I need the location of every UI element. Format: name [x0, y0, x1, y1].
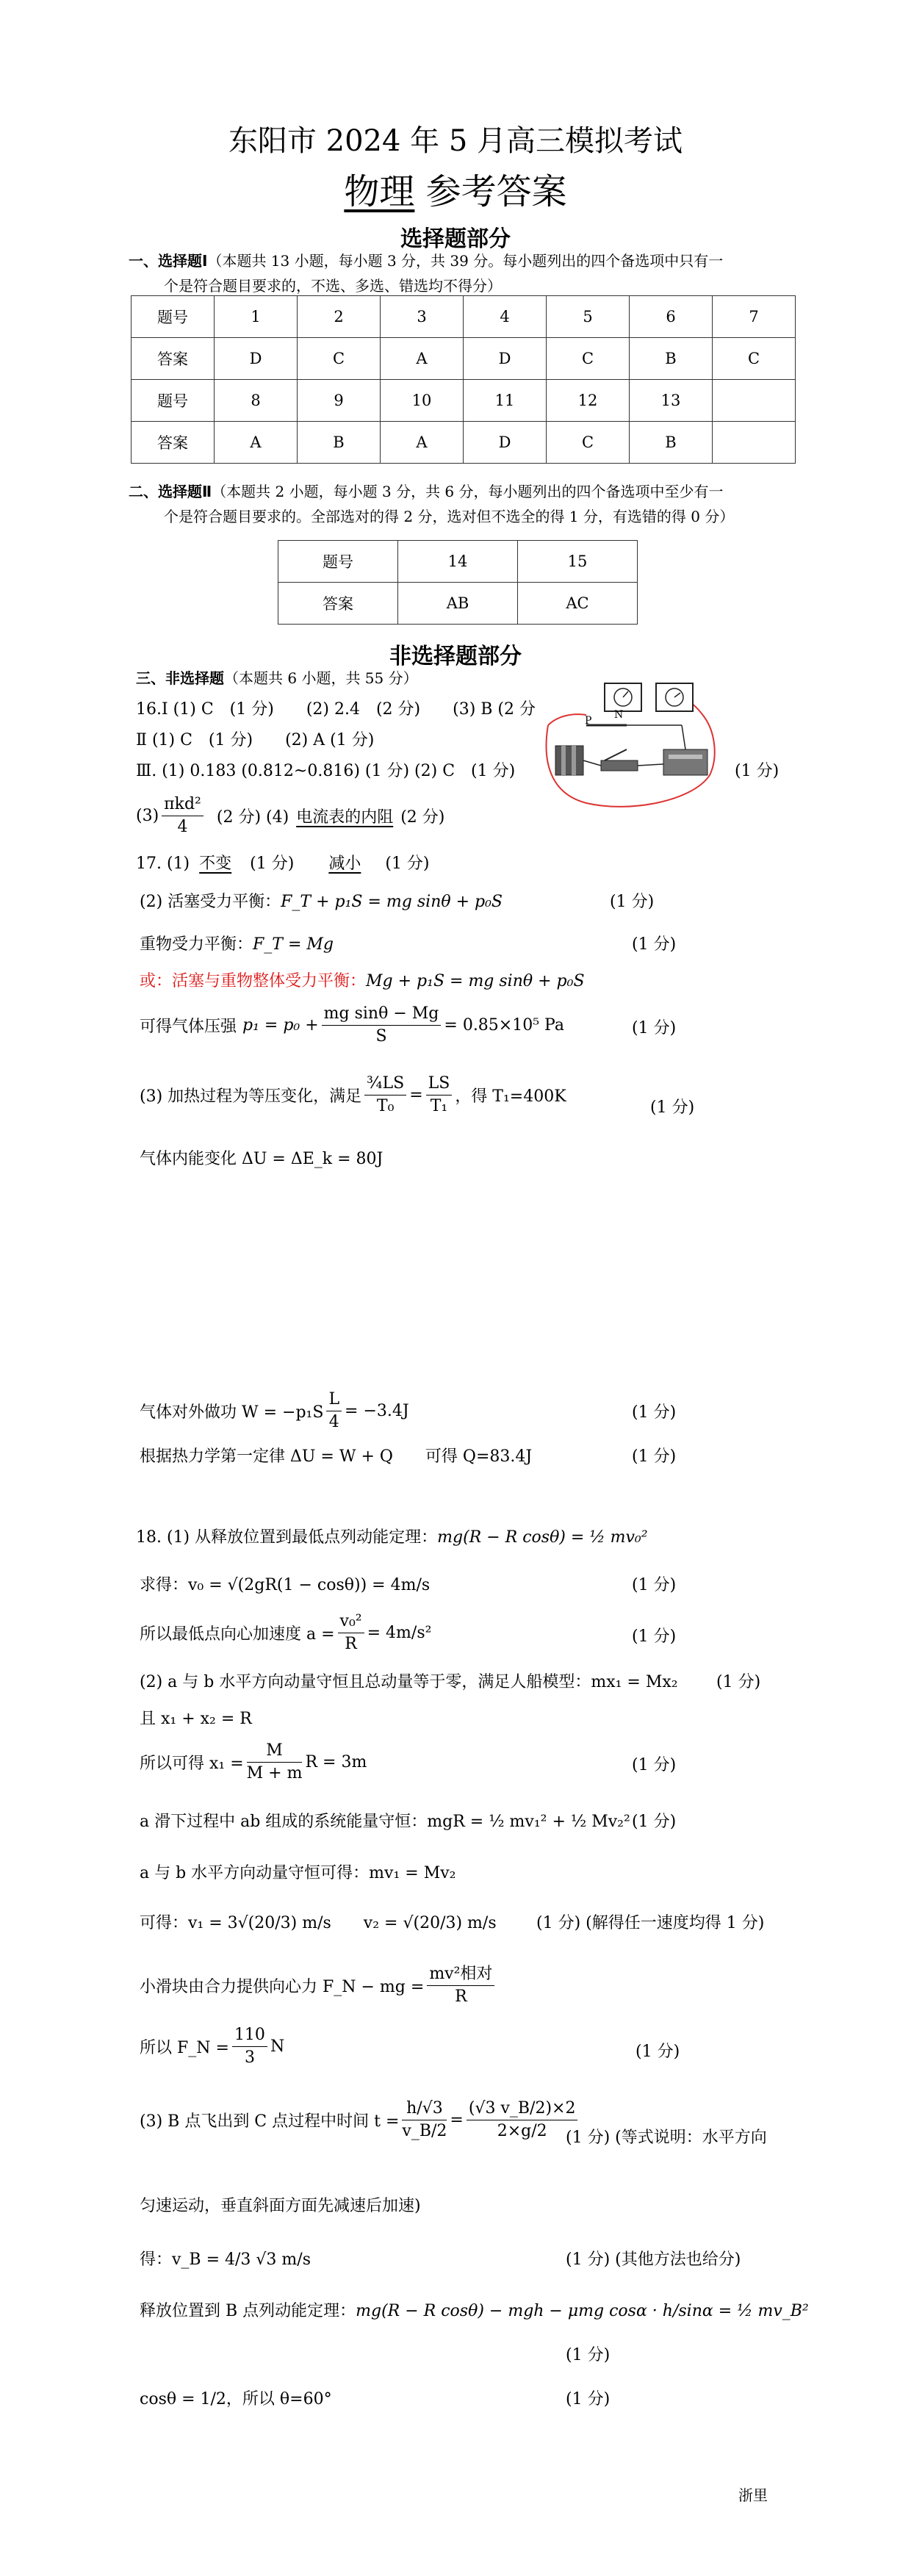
- q18-l7-mark: (1 分): [632, 1813, 677, 1831]
- label-n: N: [614, 709, 624, 721]
- table-cell: [713, 422, 796, 464]
- frac-den: T₁: [430, 1097, 448, 1115]
- q18-line4: (2) a 与 b 水平方向动量守恒且总动量等于零，满足人船模型：mx₁ = Mx₂: [140, 1673, 678, 1691]
- q17-l8-text: 气体对外做功 W = −p₁S: [140, 1403, 324, 1422]
- q18-l3-post: = 4m/s²: [367, 1624, 432, 1642]
- part2-label: 二、选择题Ⅱ: [129, 483, 212, 500]
- q18-line9: 可得：v₁ = 3√(20/3) m/s v₂ = √(20/3) m/s: [140, 1914, 497, 1932]
- q17-l6-text: (3) 加热过程为等压变化，满足: [140, 1087, 362, 1106]
- part3-desc: （本题共 6 小题，共 55 分）: [224, 669, 418, 687]
- table-cell: 3: [381, 296, 464, 338]
- q18-line15: [140, 2298, 809, 2321]
- q18-line14: 得：v_B = 4/3 √3 m/s: [140, 2251, 311, 2269]
- q18-l6-post: R = 3m: [305, 1753, 367, 1771]
- q17-line2: [140, 889, 503, 912]
- q17-l4-text: 或：活塞与重物整体受力平衡：: [140, 972, 367, 990]
- table-row: [278, 541, 638, 583]
- table-cell: C: [713, 338, 796, 380]
- q18-l12-mark: (1 分) (等式说明：水平方向: [566, 2129, 767, 2147]
- table-cell: 6: [630, 296, 713, 338]
- q17-line1: [136, 851, 430, 874]
- q17-line8: [140, 1389, 409, 1433]
- part1-intro: [129, 248, 790, 298]
- subtitle: 参考答案: [425, 171, 567, 212]
- part1-desc-a: （本题共 13 小题，每小题 3 分，共 39 分。每小题列出的四个备选项中只有一: [207, 252, 724, 270]
- q18-line8: a 与 b 水平方向动量守恒可得：mv₁ = Mv₂: [140, 1864, 456, 1882]
- table-cell: 2: [298, 296, 381, 338]
- q18-line3: [140, 1611, 431, 1655]
- frac-num: LS: [426, 1073, 453, 1095]
- frac-den: 2×g/2: [497, 2122, 547, 2140]
- answer-table-2: [278, 540, 638, 625]
- q18-line13: 匀速运动，垂直斜面方面先减速后加速): [140, 2197, 421, 2215]
- table-cell: 答案: [132, 422, 215, 464]
- table-cell: 13: [630, 380, 713, 422]
- q18-l3-mark: (1 分): [632, 1627, 677, 1646]
- q18-l9-mark: (1 分) (解得任一速度均得 1 分): [536, 1914, 765, 1932]
- table-cell: 题号: [132, 380, 215, 422]
- q16-line4: [136, 794, 444, 838]
- q18-line16: cosθ = 1/2，所以 θ=60°: [140, 2390, 332, 2408]
- q18-l1-eq: mg(R − R cosθ) = ½ mv₀²: [437, 1528, 648, 1547]
- frac-den: 3: [244, 2048, 255, 2067]
- frac-den: R: [455, 1987, 467, 2006]
- table-cell: 8: [215, 380, 298, 422]
- frac-num: v₀²: [338, 1611, 364, 1633]
- frac-den: T₀: [376, 1097, 395, 1115]
- q18-line1: [136, 1525, 648, 1547]
- q18-l11-post: N: [270, 2037, 285, 2056]
- q17-l6-frac2: [426, 1073, 453, 1118]
- q18-line11: [140, 2024, 284, 2069]
- q16-l4-answer: 电流表的内阻: [296, 808, 394, 827]
- frac-den: 4: [328, 1413, 339, 1431]
- table-cell: [713, 380, 796, 422]
- q18-l2-mark: (1 分): [632, 1576, 677, 1594]
- q18-l14-mark: (1 分) (其他方法也给分): [566, 2251, 741, 2269]
- answer-title: [0, 163, 911, 214]
- table-cell: C: [547, 338, 630, 380]
- q18-l10-pre: 小滑块由合力提供向心力 F_N − mg =: [140, 1978, 425, 1996]
- q16-line3-mark: (1 分): [735, 762, 779, 780]
- table-cell: 1: [215, 296, 298, 338]
- table-cell: 5: [547, 296, 630, 338]
- q18-l3-frac: [338, 1611, 364, 1655]
- q16-line3: Ⅲ. (1) 0.183 (0.812~0.816) (1 分) (2) C (1 分): [136, 762, 516, 780]
- table-row: [132, 338, 796, 380]
- table-row: [278, 583, 638, 625]
- table-cell: 14: [398, 541, 518, 583]
- q18-l15-mark: (1 分): [566, 2346, 611, 2364]
- q18-l15-eq: mg(R − R cosθ) − mgh − μmg cosα · h/sinα = ½ mv_B²: [356, 2302, 809, 2320]
- frac-num: (√3 v_B/2)×2: [467, 2098, 578, 2120]
- table-cell: D: [464, 338, 547, 380]
- part1-desc-b: 个是符合题目要求的，不选、多选、错选均不得分）: [164, 277, 502, 295]
- q17-line4: [140, 968, 585, 991]
- q17-l6-mark: (1 分): [650, 1098, 695, 1117]
- q17-l5-rhs: = 0.85×10⁵ Pa: [444, 1016, 564, 1035]
- q17-l1-pre: 17. (1): [136, 855, 190, 873]
- frac-den: M + m: [246, 1764, 303, 1782]
- q16-fraction: [162, 794, 204, 838]
- choice-heading: 选择题部分: [400, 226, 511, 252]
- q18-l6-pre: 所以可得 x₁ =: [140, 1755, 244, 1773]
- part2-desc-b: 个是符合题目要求的。全部选对的得 2 分，选对但不选全的得 1 分，有选错的得 0 分）: [164, 508, 735, 525]
- q18-line7: a 滑下过程中 ab 组成的系统能量守恒：mgR = ½ mv₁² + ½ Mv₂²: [140, 1813, 630, 1831]
- circuit-diagram: [535, 672, 719, 812]
- q18-l6-mark: (1 分): [632, 1756, 677, 1774]
- q17-l1-a: 不变: [199, 855, 232, 873]
- answer-table-1: [131, 295, 796, 464]
- table-cell: A: [215, 422, 298, 464]
- q17-l5-frac: [322, 1003, 442, 1048]
- table-cell: 题号: [278, 541, 398, 583]
- frac-num: mv²相对: [427, 1963, 494, 1986]
- frac-den: 4: [177, 818, 188, 836]
- table-cell: 9: [298, 380, 381, 422]
- q18-l11-frac: [232, 2024, 267, 2069]
- table-cell: AC: [518, 583, 638, 625]
- frac-num: M: [247, 1740, 303, 1763]
- table-row: [132, 296, 796, 338]
- q17-line3: [140, 932, 334, 954]
- table-cell: 12: [547, 380, 630, 422]
- q17-line9: 根据热力学第一定律 ΔU = W + Q 可得 Q=83.4J: [140, 1447, 533, 1466]
- q17-l1-b: 减小: [328, 855, 361, 873]
- exam-title: 东阳市 2024 年 5 月高三模拟考试: [228, 124, 683, 158]
- subject: 物理: [344, 171, 415, 212]
- table-cell: B: [298, 422, 381, 464]
- q17-line6: (3) 加热过程为等压变化，满足 $\frac{\text{¾LS}}{\text{T₀}}$ = $\frac{LS}{\text{T₁}}$ ，得 T₁=400K: [140, 1073, 566, 1118]
- table-cell: 11: [464, 380, 547, 422]
- frac-num: πkd²: [162, 794, 204, 816]
- q18-l11-pre: 所以 F_N =: [140, 2039, 229, 2057]
- q17-l5-mark: (1 分): [632, 1019, 677, 1037]
- battery-icon: [555, 746, 583, 775]
- q17-l2-text: (2) 活塞受力平衡：: [140, 893, 281, 911]
- q17-l8-mark: (1 分): [632, 1403, 677, 1422]
- q17-l8-frac: [326, 1389, 342, 1433]
- table-row: [132, 422, 796, 464]
- table-cell: B: [630, 338, 713, 380]
- frac-num: h/√3: [402, 2098, 447, 2120]
- part1-label: 一、选择题Ⅰ: [129, 252, 208, 270]
- q18-l1-text: 18. (1) 从释放位置到最低点列动能定理：: [136, 1528, 438, 1547]
- q18-l16-mark: (1 分): [566, 2390, 611, 2408]
- q16-l4-post: (2 分): [400, 808, 445, 827]
- frac-den: R: [345, 1635, 357, 1653]
- q16-l4-mid: (2 分) (4): [216, 808, 289, 827]
- q17-l2-mark: (1 分): [610, 893, 655, 911]
- table-cell: A: [381, 338, 464, 380]
- q18-l11-mark: (1 分): [635, 2043, 680, 2061]
- part3-label: 三、非选择题: [136, 669, 224, 687]
- frac-num: mg sinθ − Mg: [322, 1003, 442, 1026]
- q18-line5: 且 x₁ + x₂ = R: [140, 1710, 252, 1728]
- q18-l6-frac: [247, 1740, 303, 1785]
- q18-line12: (3) B 点飞出到 C 点过程中时间 t = $\frac{h/√3}{v\_B/2}$ = $\frac{(√3 v\_B/2)\times 2}{2\times g/2}$: [140, 2098, 580, 2143]
- q17-l9-mark: (1 分): [632, 1447, 677, 1466]
- table-cell: 7: [713, 296, 796, 338]
- q17-l6-frac1: [364, 1073, 406, 1118]
- q17-line5: [140, 1003, 564, 1048]
- q18-l15-text: 释放位置到 B 点列动能定理：: [140, 2302, 356, 2320]
- q18-line2: 求得：v₀ = √(2gR(1 − cosθ)) = 4m/s: [140, 1576, 431, 1594]
- q16-l4-pre: (3): [136, 807, 159, 825]
- footer-text: 浙里: [738, 2486, 768, 2504]
- frac-den: S: [375, 1027, 387, 1046]
- table-cell: D: [215, 338, 298, 380]
- table-cell: 15: [518, 541, 638, 583]
- frac-den: v_B/2: [402, 2122, 447, 2140]
- q16-line2: Ⅱ (1) C (1 分) (2) A (1 分): [136, 731, 375, 749]
- table-cell: 题号: [132, 296, 215, 338]
- table-cell: A: [381, 422, 464, 464]
- table-cell: 答案: [278, 583, 398, 625]
- q18-l12-frac2: [467, 2098, 578, 2143]
- q17-l1-b-mark: (1 分): [385, 855, 430, 873]
- label-p: P: [585, 715, 592, 727]
- part2-desc-a: （本题共 2 小题，每小题 3 分，共 6 分，每小题列出的四个备选项中至少有一: [212, 483, 724, 500]
- q16-line1: 16.Ⅰ (1) C (1 分) (2) 2.4 (2 分) (3) B (2 分: [136, 700, 536, 719]
- nonchoice-heading: 非选择题部分: [389, 644, 522, 669]
- table-cell: 10: [381, 380, 464, 422]
- q17-l1-a-mark: (1 分): [250, 855, 295, 873]
- q17-l8-post: = −3.4J: [345, 1402, 409, 1420]
- q18-l4-mark: (1 分): [716, 1673, 761, 1691]
- table-row: [132, 380, 796, 422]
- q17-line7: 气体内能变化 ΔU = ΔE_k = 80J: [140, 1150, 384, 1168]
- frac-num: L: [326, 1389, 342, 1411]
- q17-l4-eq: Mg + p₁S = mg sinθ + p₀S: [366, 972, 585, 990]
- q17-l3-mark: (1 分): [632, 935, 677, 954]
- part2-intro: [129, 479, 790, 529]
- rheostat-icon: [663, 749, 707, 775]
- table-cell: 4: [464, 296, 547, 338]
- q18-line6: [140, 1740, 367, 1785]
- q18-l10-frac: [427, 1963, 494, 2008]
- table-cell: B: [630, 422, 713, 464]
- q17-l6-post: ，得 T₁=400K: [455, 1087, 566, 1106]
- q18-l12-pre: (3) B 点飞出到 C 点过程中时间 t =: [140, 2112, 400, 2131]
- q18-l12-frac1: [402, 2098, 447, 2143]
- q17-l3-text: 重物受力平衡：: [140, 935, 253, 954]
- q17-l3-eq: F_T = Mg: [253, 935, 334, 954]
- table-cell: C: [547, 422, 630, 464]
- q18-line10: [140, 1963, 497, 2008]
- q17-l2-eq: F_T + p₁S = mg sinθ + p₀S: [281, 893, 503, 911]
- q17-l5-text: 可得气体压强: [140, 1018, 237, 1036]
- table-cell: D: [464, 422, 547, 464]
- table-cell: AB: [398, 583, 518, 625]
- frac-num: 110: [232, 2024, 267, 2047]
- table-cell: 答案: [132, 338, 215, 380]
- table-cell: C: [298, 338, 381, 380]
- q17-l5-lhs: p₁ = p₀ +: [242, 1016, 319, 1035]
- q18-l3-pre: 所以最低点向心加速度 a =: [140, 1625, 335, 1644]
- switch-icon: [601, 760, 638, 771]
- frac-num: ¾LS: [364, 1073, 406, 1095]
